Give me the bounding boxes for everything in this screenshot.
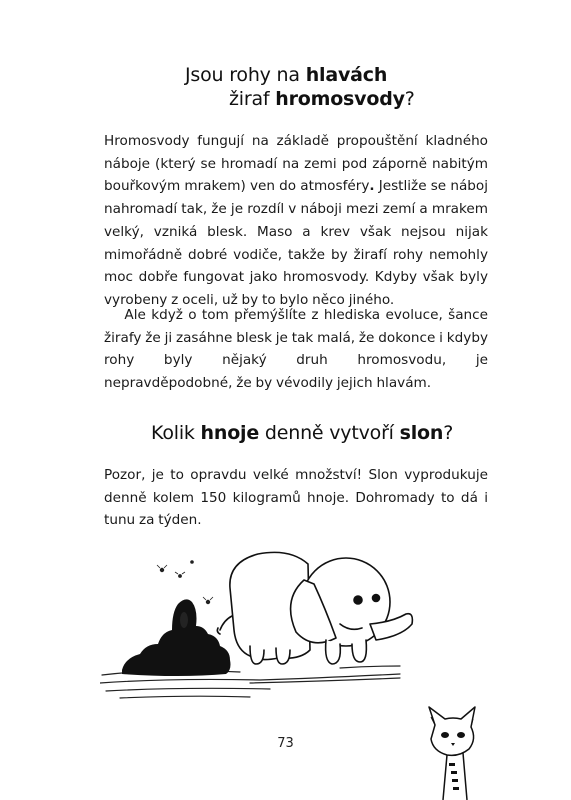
title-text: žiraf: [229, 88, 276, 110]
title-punct: ?: [443, 422, 454, 444]
cat-icon: [421, 705, 481, 800]
paragraph-text: Jestliže se náboj nahromadí tak, že je rozdíl v náboji mezi zemí a mrakem velký, vzniká blesk. Maso a krev však nejsou nijak mimořádně dobré vodiče, takže by žirafí rohy nemohly moc dobře fungovat jako hromosvody. Kdyby však byly vyrobeny z oceli, už by to bylo něco jiného.: [104, 178, 488, 308]
title-bold-word: hlavách: [305, 64, 388, 86]
paragraph-text: Pozor, je to opravdu velké množství! Slon vyprodukuje denně kolem 150 kilogramů hnoje. Dohromady to dá i tunu za týden.: [104, 467, 488, 529]
paragraph-text: Hromosvody fungují na základě propouštění kladného náboje (který se hromadí na zemi pod záporně nabitým bouřkovým mrakem) ven do atmosféry: [104, 133, 488, 195]
section1-title-line2: [229, 88, 415, 110]
section1-paragraph2: [104, 304, 488, 395]
elephant-dung-illustration: [100, 540, 420, 710]
fly-icons: [157, 561, 213, 604]
paragraph-text: Ale když o tom přemýšlíte z hlediska evoluce, šance žirafy že ji zasáhne blesk je tak malá, že dokonce i kdyby rohy byly nějaký druh hromosvodu, je nepravděpodobné, že by vévodily jejich hlavám.: [104, 307, 488, 392]
title-bold-word: hnoje: [200, 422, 260, 444]
page-number: 73: [277, 736, 294, 751]
section2-paragraph: [104, 464, 488, 532]
section1-title-line1: [185, 64, 387, 86]
dung-pile-icon: [122, 599, 231, 676]
elephant-icon: [217, 552, 412, 664]
paragraph-bold: .: [369, 178, 375, 195]
title-bold-word: slon: [399, 422, 444, 444]
title-text: denně vytvoří: [259, 422, 400, 444]
title-punct: ?: [404, 88, 415, 110]
title-bold-word: hromosvody: [275, 88, 405, 110]
section2-title: [151, 422, 453, 444]
title-text: Jsou rohy na: [185, 64, 306, 86]
title-text: Kolik: [151, 422, 201, 444]
section1-paragraph1: [104, 130, 488, 312]
